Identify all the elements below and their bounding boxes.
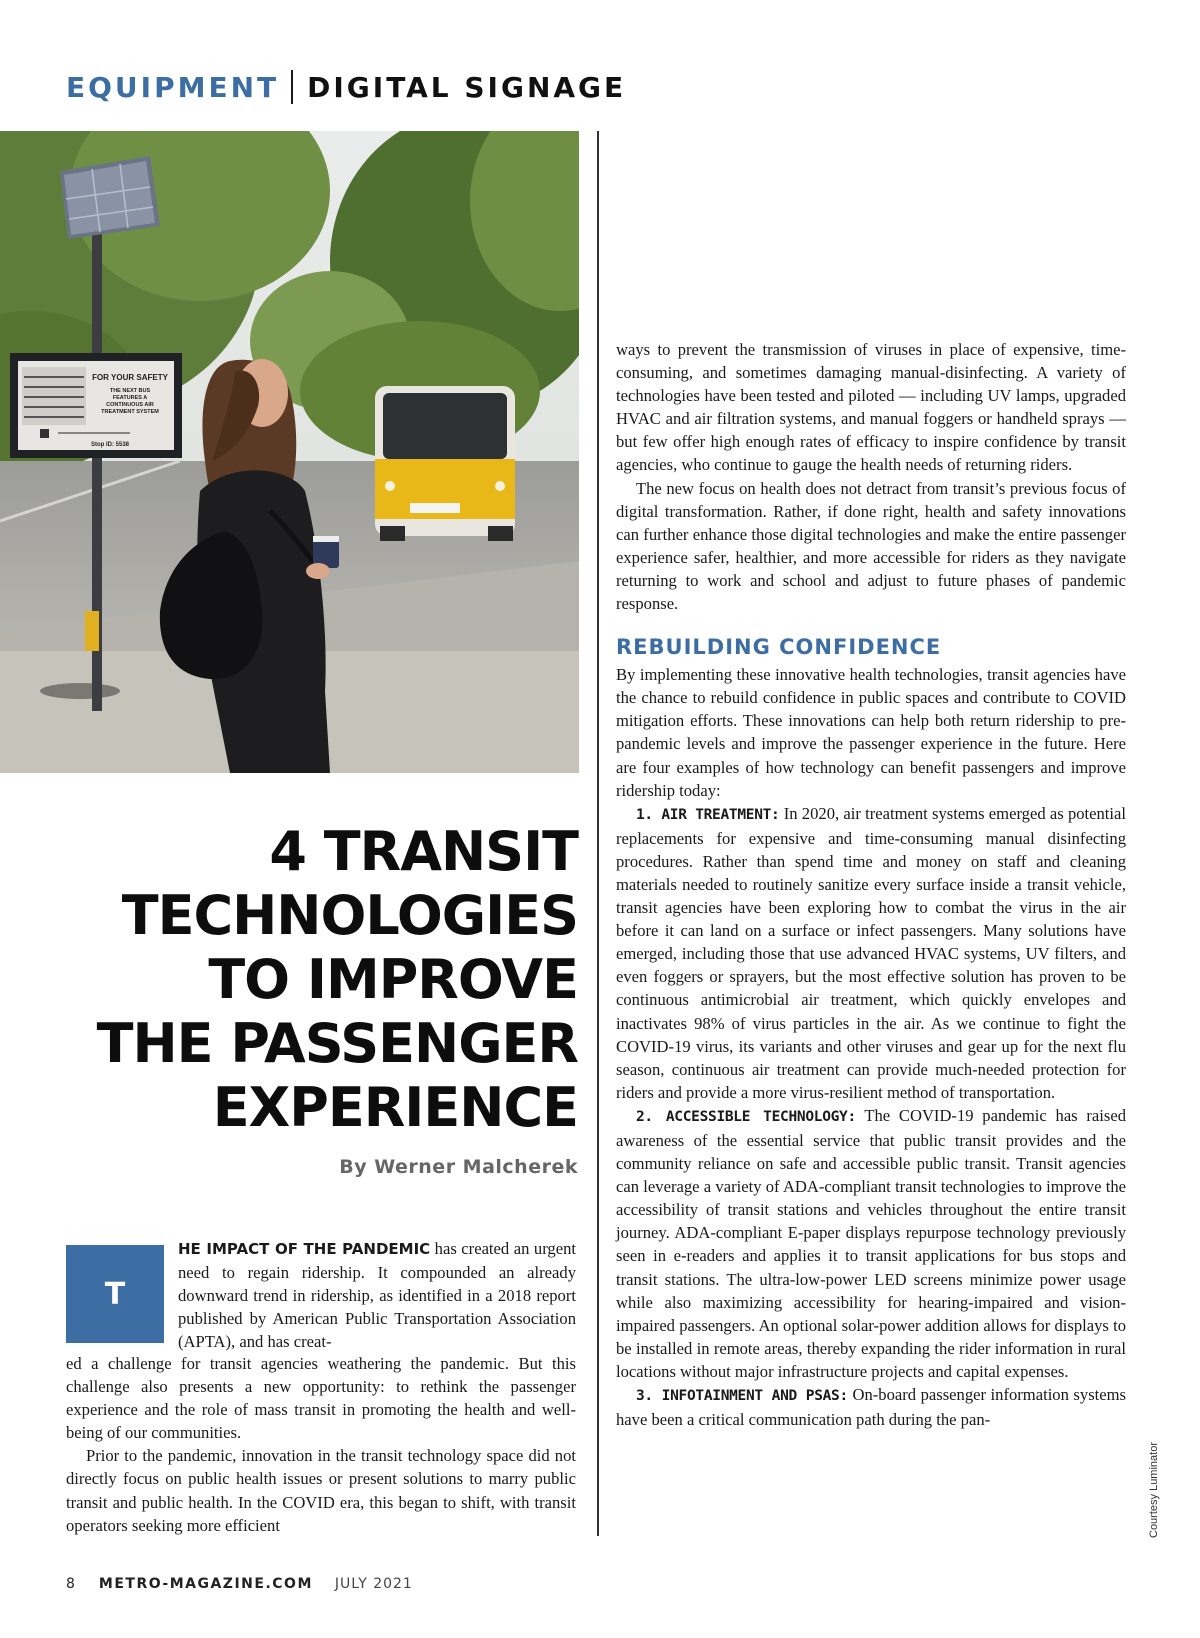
header-divider bbox=[291, 70, 293, 104]
headline-line: TECHNOLOGIES bbox=[121, 884, 578, 947]
headline-line: THE PASSENGER bbox=[96, 1012, 578, 1075]
list-item bbox=[616, 1104, 1126, 1383]
sign-stop-id: Stop ID: 5538 bbox=[90, 442, 130, 448]
list-item bbox=[616, 802, 1126, 1104]
body-paragraph-continued: ways to prevent the transmission of viruses in place of expensive, time-consuming, and sometimes damaging manual-disinfecting. A variety of technologies have been tested and piloted — including UV lamps, upgraded HVAC and air filtration systems, and manual foggers or handheld sprays — but few offer high enough rates of efficacy to inspire confidence by transit agencies, who continue to gauge the health needs of returning riders. bbox=[616, 340, 1126, 475]
item-text: On-board passenger information systems have been a critical communication path during the pan- bbox=[616, 1385, 1126, 1430]
body-paragraph: Prior to the pandemic, innovation in the transit technology space did not directly focus on public health issues or present solutions to marry public transit and public health. In the COVID era, this began to shift, with transit operators seeking more efficient bbox=[66, 1446, 576, 1535]
sign-line: TREATMENT SYSTEM bbox=[101, 409, 159, 415]
page-footer bbox=[66, 1576, 413, 1592]
intro-lead: HE IMPACT OF THE PANDEMIC bbox=[178, 1240, 431, 1258]
item-heading: 3. INFOTAINMENT AND PSAS: bbox=[636, 1388, 848, 1405]
list-item bbox=[616, 1383, 1126, 1431]
intro-text: has created an urgent need to regain ridership. It compounded an already downward trend in ridership, as identified in a 2018 report published by American Public Transportation Association (APTA), and has creat- bbox=[178, 1239, 576, 1352]
sign-line: THE NEXT BUS bbox=[109, 388, 151, 394]
section-subhead: REBUILDING CONFIDENCE bbox=[616, 635, 942, 660]
section-subcategory: DIGITAL SIGNAGE bbox=[307, 70, 627, 104]
headline-line: TO IMPROVE bbox=[208, 948, 578, 1011]
item-heading: 1. AIR TREATMENT: bbox=[636, 806, 780, 823]
body-paragraph: By implementing these innovative health technologies, transit agencies have the chance to rebuild confidence in public spaces and contribute to COVID mitigation efforts. These innovations can help both return ridership to pre-pandemic levels and improve the passenger experience in the future. Here are four examples of how technology can benefit passengers and improve ridership today: bbox=[616, 665, 1126, 800]
page-number: 8 bbox=[66, 1576, 75, 1592]
section-category: EQUIPMENT bbox=[66, 70, 280, 104]
item-text: The COVID-19 pandemic has raised awareness of the essential service that public transit provides and the community reliance on safe and accessible public transit. Transit agencies can leverage a variety of ADA-compliant transit technologies to improve the accessibility of transit stations and vehicles throughout the entire transit journey. ADA-compliant E-paper displays repurpose technology previously seen in e-readers and applies it to transit applications for bus stops and transit stations. The ultra-low-power LED screens minimize power usage while also maximizing accessibility for hearing-impaired and vision-impaired passengers. An optional solar-power addition allows for displays to be installed in remote areas, thereby expanding the rider information in rural locations without major infrastructure projects and capital expenses. bbox=[616, 1105, 1126, 1381]
intro-continued: ed a challenge for transit agencies weathering the pandemic. But this challenge also presents a new opportunity: to rethink the passenger experience and the role of mass transit in promoting the health and well-being of our communities. bbox=[66, 1354, 576, 1443]
site-link[interactable]: METRO-MAGAZINE.COM bbox=[98, 1576, 313, 1592]
column-divider bbox=[597, 131, 599, 1536]
headline-line: EXPERIENCE bbox=[212, 1076, 578, 1139]
photo-credit: Courtesy Luminator bbox=[1148, 1442, 1160, 1538]
article-headline bbox=[38, 820, 578, 1140]
item-heading: 2. ACCESSIBLE TECHNOLOGY: bbox=[636, 1108, 856, 1125]
drop-cap: T bbox=[66, 1245, 164, 1343]
headline-line: 4 TRANSIT bbox=[269, 820, 578, 883]
section-header bbox=[66, 70, 626, 104]
left-column-body bbox=[66, 1352, 576, 1537]
item-text: In 2020, air treatment systems emerged as potential replacements for expensive and time-consuming manual disinfecting procedures. Rather than spend time and money on staff and cleaning materials needed to routinely sanitize every surface inside a transit vehicle, transit agencies have been exploring how to combat the virus in the air before it can land on a surface or infect passengers. Many solutions have emerged, including those that use advanced HVAC systems, UV filters, and even foggers or sprayers, but the most effective solution has proven to be continuous antimicrobial air treatment, which quickly envelopes and inactivates 98% of virus particles in the air. As we continue to fight the COVID-19 virus, its variants and other viruses and gear up for the next flu season, continuous air treatment can provide much-needed protection for riders and provide a more virus-resilient method of transportation. bbox=[616, 803, 1126, 1102]
sign-line: CONTINUOUS AIR bbox=[106, 402, 154, 408]
right-column-body bbox=[616, 338, 1126, 1431]
intro-paragraph bbox=[178, 1237, 576, 1353]
byline: By Werner Malcherek bbox=[339, 1156, 578, 1178]
bus-stop-photo bbox=[0, 131, 579, 773]
body-paragraph: The new focus on health does not detract from transit’s previous focus of digital transformation. Rather, if done right, health and safety innovations can further enhance those digital technologies and make the entire passenger experience safer, healthier, and more accessible for riders as they navigate returning to work and school and adjust to future phases of pandemic response. bbox=[616, 478, 1126, 614]
sign-title: FOR YOUR SAFETY bbox=[92, 373, 168, 382]
sign-line: FEATURES A bbox=[112, 395, 148, 401]
issue-date: JULY 2021 bbox=[334, 1576, 413, 1592]
